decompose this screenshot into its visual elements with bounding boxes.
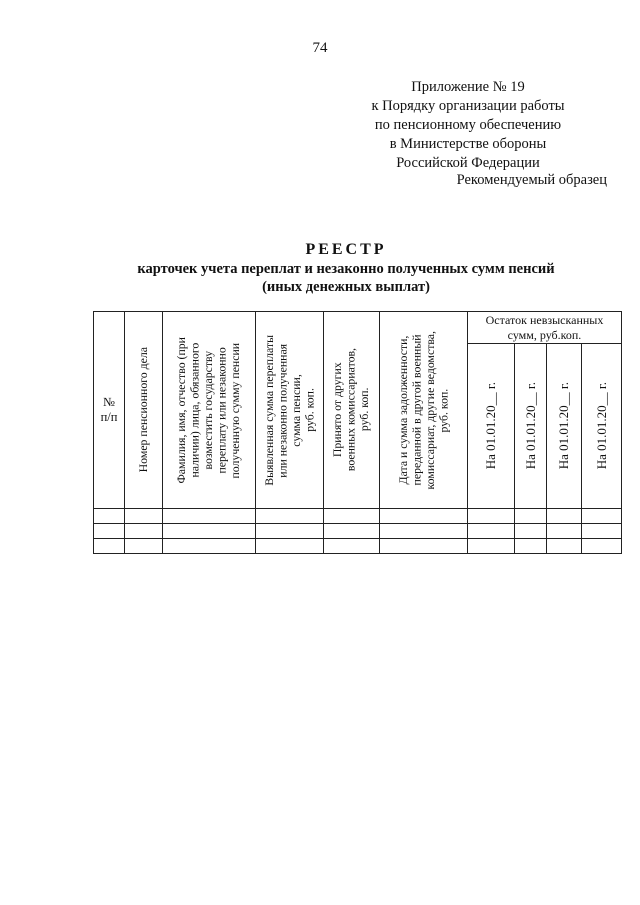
header-accepted [324, 312, 380, 509]
title-subtitle-2: (иных денежных выплат) [262, 279, 430, 295]
document-title [0, 240, 640, 296]
table-cell [582, 509, 622, 524]
header-case-number-line: Номер пенсионного дела [135, 347, 150, 473]
table-cell [380, 509, 468, 524]
table-cell [256, 539, 324, 554]
header-date-label: На 01.01.20__ г. [522, 382, 538, 470]
header-transferred-line: переданной в другой военный [409, 334, 423, 486]
header-transferred [380, 312, 468, 509]
header-full-name-line: наличии) лица, обязанного [187, 342, 202, 478]
header-number-line: п/п [100, 410, 118, 424]
table-cell [94, 539, 125, 554]
table-row [94, 524, 622, 539]
header-date-3 [547, 344, 582, 509]
header-row-1 [94, 312, 622, 344]
appendix-line: к Порядку организации работы [371, 98, 565, 114]
header-date-label: На 01.01.20__ г. [483, 382, 499, 470]
table-cell [547, 539, 582, 554]
header-remaining-group [468, 312, 622, 344]
table-cell [468, 509, 515, 524]
title-main: РЕЕСТР [305, 241, 387, 258]
header-full-name [163, 312, 256, 509]
header-transferred-line: Дата и сумма задолженности, [395, 335, 410, 485]
table-cell [582, 524, 622, 539]
sample-label: Рекомендуемый образец [456, 172, 607, 188]
table-cell [324, 524, 380, 539]
appendix-header [338, 78, 598, 173]
header-remaining-line: сумм, руб.коп. [507, 327, 582, 342]
title-subtitle: карточек учета переплат и незаконно полученных сумм пенсий [137, 261, 555, 277]
page-number: 74 [312, 40, 328, 56]
table-cell [582, 539, 622, 554]
header-number [94, 312, 125, 509]
table-cell [324, 539, 380, 554]
table-cell [468, 539, 515, 554]
header-full-name-line: Фамилия, имя, отчество (при [174, 336, 189, 484]
header-identified-amount-line: сумма пенсии, [288, 373, 303, 447]
table-cell [94, 524, 125, 539]
table-cell [324, 509, 380, 524]
table-row [94, 539, 622, 554]
table-cell [380, 539, 468, 554]
header-date-4 [582, 344, 622, 509]
header-transferred-line: руб. коп. [436, 388, 450, 432]
registry-table [93, 311, 622, 554]
header-identified-amount-line: Выявленная сумма переплаты [261, 334, 276, 486]
header-identified-amount [256, 312, 324, 509]
header-date-2 [515, 344, 547, 509]
table-cell [256, 524, 324, 539]
table-cell [125, 524, 163, 539]
header-date-label: На 01.01.20__ г. [556, 382, 572, 470]
appendix-line: Приложение № 19 [411, 79, 525, 95]
table-cell [515, 509, 547, 524]
header-full-name-line: полученную сумму пенсии [228, 342, 243, 478]
header-identified-amount-line: руб. коп. [302, 388, 316, 432]
table-cell [125, 509, 163, 524]
header-full-name-line: возместить государству [201, 350, 216, 470]
table-cell [163, 539, 256, 554]
header-number-line: № [103, 395, 115, 409]
header-accepted-line: Принято от других [330, 362, 345, 458]
header-transferred-line: комиссариат, другие ведомства, [422, 330, 437, 490]
table-cell [468, 524, 515, 539]
header-case-number [125, 312, 163, 509]
header-date-label: На 01.01.20__ г. [593, 382, 609, 470]
header-accepted-line: руб. коп. [357, 388, 372, 432]
appendix-line: по пенсионному обеспечению [374, 117, 562, 133]
table-cell [125, 539, 163, 554]
header-full-name-line: переплату или незаконно [214, 346, 229, 474]
header-date-1 [468, 344, 515, 509]
table-cell [380, 524, 468, 539]
table-cell [256, 509, 324, 524]
appendix-line: Российской Федерации [396, 155, 540, 171]
appendix-line: в Министерстве обороны [389, 136, 547, 152]
header-accepted-line: военных комиссариатов, [343, 348, 358, 472]
table-cell [163, 524, 256, 539]
table-row [94, 509, 622, 524]
table-cell [547, 509, 582, 524]
table-cell [94, 509, 125, 524]
header-identified-amount-line: или незаконно полученная [275, 343, 289, 477]
table-cell [163, 509, 256, 524]
table-cell [547, 524, 582, 539]
header-remaining-line: Остаток невзысканных [485, 312, 604, 327]
table-cell [515, 539, 547, 554]
table-cell [515, 524, 547, 539]
